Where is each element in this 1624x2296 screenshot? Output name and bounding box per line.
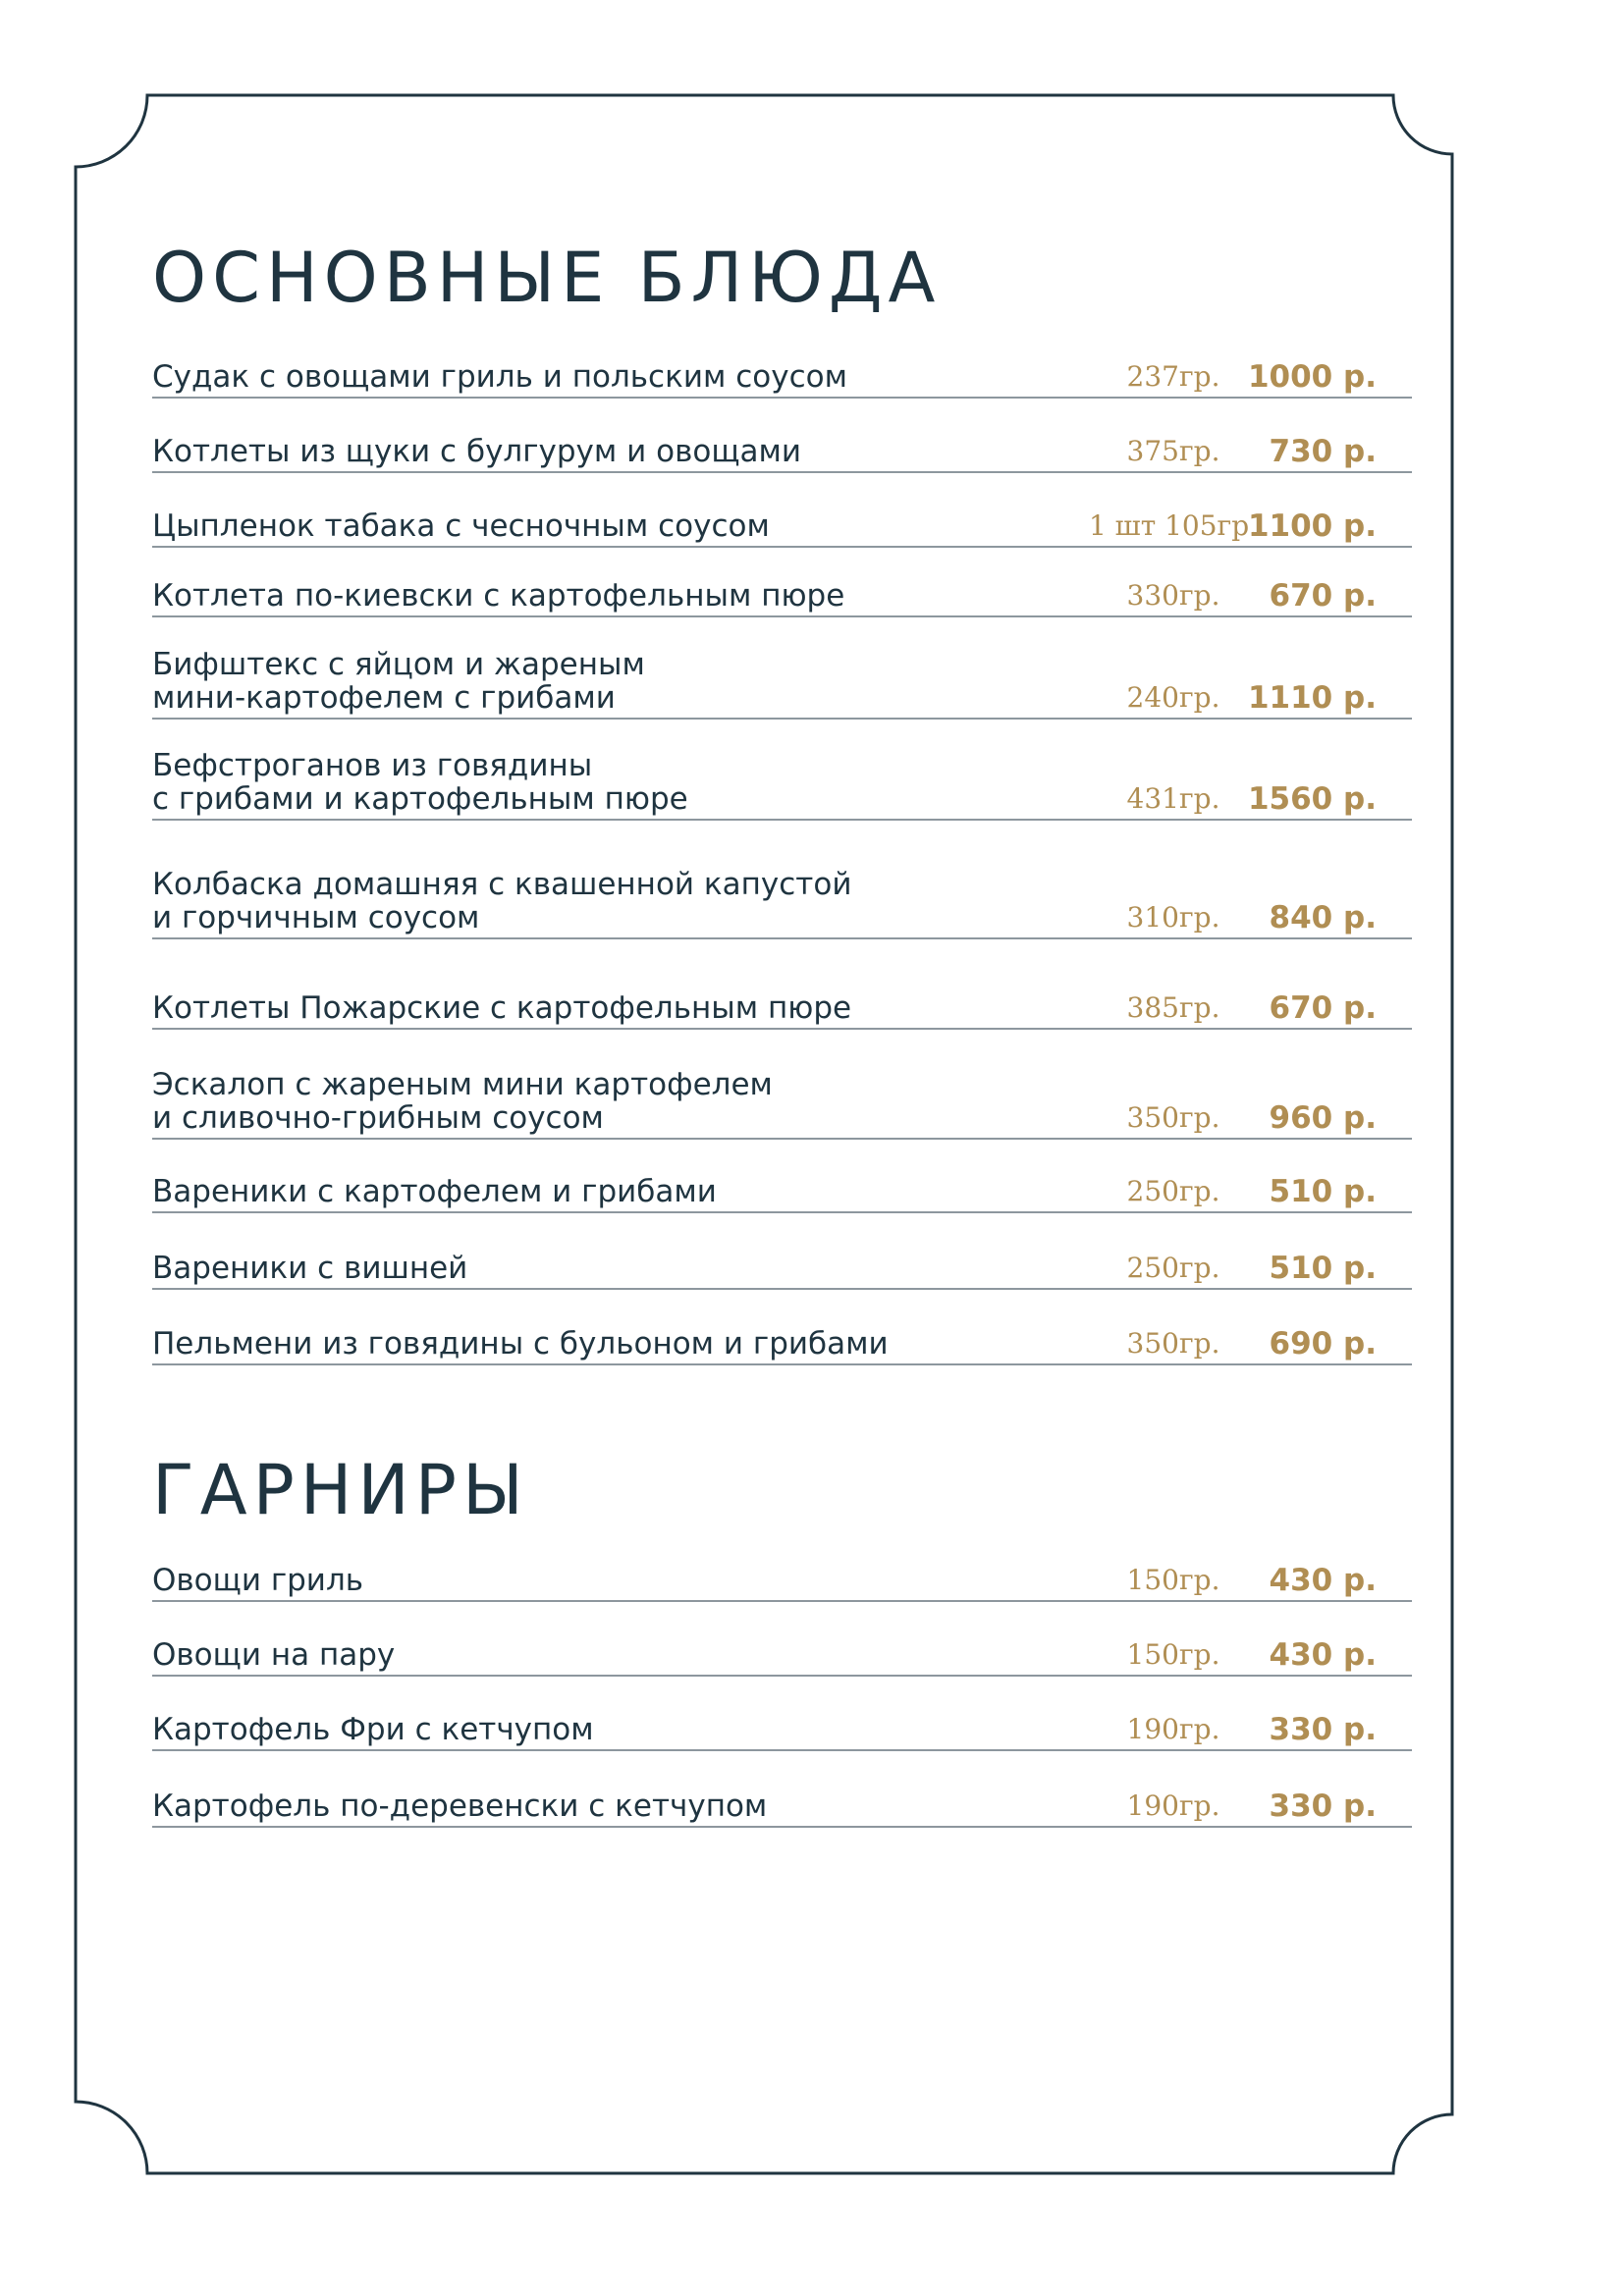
item-name-line: Овощи на пару [152, 1637, 396, 1673]
list-item [152, 430, 1412, 473]
list-item [152, 1708, 1412, 1751]
item-name [152, 509, 770, 543]
item-weight: 190гр. [1126, 1713, 1220, 1745]
item-weight: 350гр. [1126, 1327, 1220, 1360]
item-weight: 250гр. [1126, 1252, 1220, 1284]
item-name-line: Овощи гриль [152, 1563, 364, 1598]
item-price: 1110 р. [1247, 680, 1377, 716]
list-item [152, 866, 1412, 939]
list-item [152, 1559, 1412, 1602]
list-item [152, 1633, 1412, 1677]
section-title-side-dishes: ГАРНИРЫ [152, 1450, 529, 1530]
item-weight: 190гр. [1126, 1789, 1220, 1822]
item-weight: 385гр. [1126, 991, 1220, 1024]
item-weight: 1 шт 105гр. [1088, 509, 1259, 542]
item-price: 510 р. [1269, 1174, 1377, 1209]
item-weight: 431гр. [1126, 782, 1220, 815]
item-name-line: Картофель Фри с кетчупом [152, 1712, 594, 1747]
item-name [152, 1638, 395, 1672]
item-weight: 240гр. [1126, 681, 1220, 714]
item-price: 670 р. [1269, 990, 1377, 1026]
item-name-line: с грибами и картофельным пюре [152, 781, 688, 817]
list-item [152, 1247, 1412, 1290]
item-name [152, 749, 688, 816]
item-name-line: Пельмени из говядины с бульоном и грибами [152, 1326, 889, 1362]
list-item [152, 1066, 1412, 1140]
item-weight: 237гр. [1126, 360, 1220, 393]
list-item [152, 747, 1412, 821]
item-weight: 330гр. [1126, 579, 1220, 612]
list-item [152, 646, 1412, 720]
item-name-line: и сливочно-грибным соусом [152, 1100, 604, 1136]
item-price: 670 р. [1269, 578, 1377, 614]
item-price: 1100 р. [1247, 508, 1377, 544]
item-name [152, 1068, 773, 1135]
item-price: 430 р. [1269, 1563, 1377, 1598]
item-price: 960 р. [1269, 1100, 1377, 1136]
item-price: 1000 р. [1247, 359, 1377, 395]
item-name-line: Картофель по-деревенски с кетчупом [152, 1789, 768, 1824]
item-name [152, 360, 847, 394]
item-name [152, 1175, 717, 1208]
item-name [152, 1713, 594, 1746]
item-name-line: Вареники с вишней [152, 1251, 468, 1286]
list-item [152, 574, 1412, 617]
section-title-main-dishes: ОСНОВНЫЕ БЛЮДА [152, 238, 942, 318]
list-item [152, 1322, 1412, 1365]
list-item [152, 355, 1412, 399]
list-item [152, 1785, 1412, 1828]
item-name-line: Котлеты Пожарские с картофельным пюре [152, 990, 852, 1026]
item-price: 430 р. [1269, 1637, 1377, 1673]
item-name [152, 1252, 467, 1285]
item-name-line: Бифштекс с яйцом и жареным [152, 647, 645, 682]
list-item [152, 505, 1412, 548]
item-weight: 375гр. [1126, 435, 1220, 467]
item-name-line: Вареники с картофелем и грибами [152, 1174, 717, 1209]
item-weight: 150гр. [1126, 1638, 1220, 1671]
item-name-line: Колбаска домашняя с квашенной капустой [152, 867, 852, 902]
list-item [152, 987, 1412, 1030]
item-name [152, 1789, 767, 1823]
item-weight: 350гр. [1126, 1101, 1220, 1134]
list-item [152, 1170, 1412, 1213]
item-price: 330 р. [1269, 1789, 1377, 1824]
item-name-line: и горчичным соусом [152, 900, 480, 935]
item-name [152, 991, 851, 1025]
item-name-line: Цыпленок табака с чесночным соусом [152, 508, 770, 544]
item-name [152, 1564, 363, 1597]
item-name [152, 435, 801, 468]
item-name-line: Бефстроганов из говядины [152, 748, 593, 783]
item-name [152, 868, 851, 934]
item-name-line: Котлеты из щуки с булгурум и овощами [152, 434, 802, 469]
item-name [152, 648, 645, 715]
item-weight: 250гр. [1126, 1175, 1220, 1207]
item-weight: 150гр. [1126, 1564, 1220, 1596]
item-weight: 310гр. [1126, 901, 1220, 934]
item-price: 330 р. [1269, 1712, 1377, 1747]
item-price: 840 р. [1269, 900, 1377, 935]
item-price: 510 р. [1269, 1251, 1377, 1286]
item-name [152, 1327, 889, 1361]
item-name-line: Судак с овощами гриль и польским соусом [152, 359, 847, 395]
item-price: 1560 р. [1247, 781, 1377, 817]
item-name-line: Эскалоп с жареным мини картофелем [152, 1067, 773, 1102]
item-price: 730 р. [1269, 434, 1377, 469]
item-name [152, 579, 844, 613]
item-name-line: Котлета по-киевски с картофельным пюре [152, 578, 845, 614]
item-name-line: мини-картофелем с грибами [152, 680, 616, 716]
item-price: 690 р. [1269, 1326, 1377, 1362]
